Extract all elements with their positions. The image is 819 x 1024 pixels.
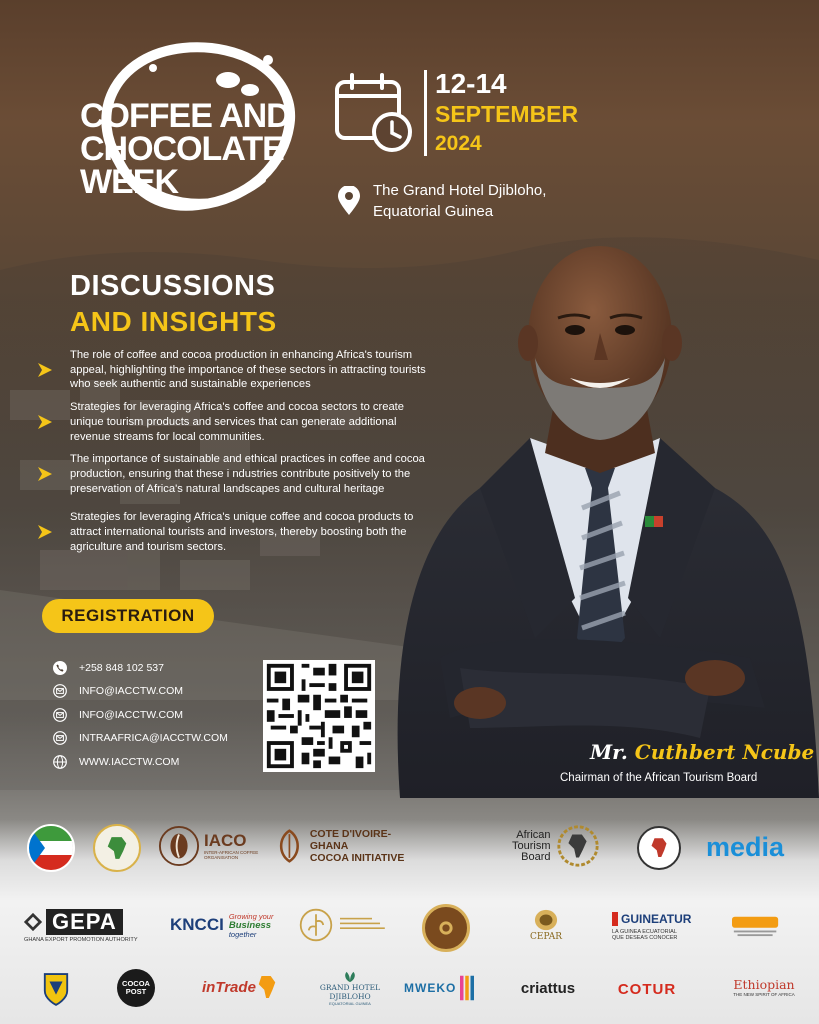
cocoa-post-logo bbox=[117, 969, 155, 1007]
ethiopian-coffee-tea-authority-logo bbox=[298, 904, 398, 946]
africa-map-icon bbox=[100, 831, 134, 865]
website-url: WWW.IACCTW.COM bbox=[79, 755, 180, 768]
logo-line-1: COFFEE AND bbox=[80, 97, 290, 135]
cepar-emblem-icon bbox=[532, 908, 560, 932]
agency-text-lines-icon bbox=[336, 913, 392, 937]
cotur-logo bbox=[612, 976, 682, 1002]
email-icon bbox=[53, 731, 67, 745]
guineatur-sub-2: QUE DESEAS CONOCER bbox=[612, 934, 678, 941]
speaker-prefix: Mr. bbox=[590, 740, 628, 764]
ghd-line-1: GRAND HOTEL bbox=[319, 982, 381, 992]
speaker-title: Chairman of the African Tourism Board bbox=[560, 772, 758, 784]
arrow-right-icon bbox=[36, 413, 54, 431]
criattus-logo bbox=[510, 974, 586, 1002]
iaco-title: IACO bbox=[204, 831, 247, 850]
event-date-range: 12-14 bbox=[435, 68, 507, 99]
email-address: INFO@IACCTW.COM bbox=[79, 708, 183, 721]
email-icon bbox=[53, 708, 67, 722]
grand-hotel-djibloho-logo bbox=[318, 964, 382, 1012]
email-address: INTRAAFRICA@IACCTW.COM bbox=[79, 732, 228, 745]
calendar-clock-icon bbox=[334, 72, 414, 154]
ghd-line-3: EQUATORIAL GUINEA bbox=[329, 1000, 371, 1006]
venue-line-2: Equatorial Guinea bbox=[373, 203, 494, 220]
contact-phone[interactable] bbox=[53, 656, 228, 680]
ethiopian-text: Ethiopian bbox=[733, 977, 795, 992]
equatorial-guinea-flag-logo bbox=[27, 824, 75, 872]
media-logo bbox=[700, 830, 790, 864]
coffee-bean-icon bbox=[158, 825, 200, 867]
registration-button[interactable]: REGISTRATION bbox=[42, 599, 214, 633]
intrade-text: inTrade bbox=[202, 978, 256, 996]
kncci-tag-2: Business bbox=[228, 919, 272, 931]
gepa-mark-icon bbox=[24, 913, 42, 931]
media-text: media bbox=[705, 831, 785, 862]
leaf-emblem-icon bbox=[341, 971, 359, 983]
logo-line-2: CHOCOLATE bbox=[80, 130, 284, 168]
investment-agency-logo bbox=[728, 912, 784, 938]
africa-map-icon bbox=[256, 974, 278, 1000]
speaker-name bbox=[590, 740, 814, 764]
cocoa-post-line-2: POST bbox=[125, 987, 147, 996]
section-heading-line-2: AND INSIGHTS bbox=[70, 306, 277, 337]
agency-wordmark-icon bbox=[729, 913, 783, 937]
bullet-text: The importance of sustainable and ethical practices in coffee and cocoa production, ensuring that these i ndustries contribute positively to the preservation of Africa's natural landscapes and cultural heritage bbox=[70, 453, 425, 495]
iaco-subtitle: INTER-AFRICAN COFFEE ORGANISATION bbox=[204, 850, 259, 860]
arrow-right-icon bbox=[36, 523, 54, 541]
location-pin-icon bbox=[336, 186, 362, 216]
globe-icon bbox=[53, 755, 67, 769]
atb-line-1: African bbox=[516, 828, 551, 841]
contact-list bbox=[53, 656, 228, 774]
cocoa-initiative-logo bbox=[275, 824, 425, 868]
ethiopian-airlines-logo bbox=[722, 964, 806, 1010]
event-venue bbox=[373, 180, 593, 222]
mweko-logo bbox=[404, 972, 482, 1004]
contact-website[interactable] bbox=[53, 750, 228, 774]
contact-email-3[interactable] bbox=[53, 727, 228, 751]
arrow-right-icon bbox=[36, 361, 54, 379]
bullet-text: The role of coffee and cocoa production in enhancing Africa's tourism appeal, highlighting the importance of these sectors in attracting tourists who seek authentic and sustainable experiences bbox=[70, 349, 426, 391]
seal-emblem-icon bbox=[435, 917, 457, 939]
ethiopian-subtitle: THE NEW SPIRIT OF AFRICA bbox=[733, 992, 795, 997]
email-icon bbox=[53, 684, 67, 698]
tourism-seal-logo bbox=[637, 826, 681, 870]
bullet-text: Strategies for leveraging Africa's unique coffee and cocoa products to attract international tourists and investors, thereby boosting both the agriculture and tourism sectors. bbox=[70, 511, 414, 553]
kncci-tag-3: together bbox=[228, 929, 257, 939]
phone-number: +258 848 102 537 bbox=[79, 661, 164, 674]
kncci-logo bbox=[170, 906, 280, 944]
phone-icon bbox=[53, 661, 67, 675]
gepa-title: GEPA bbox=[46, 909, 123, 935]
email-address: INFO@IACCTW.COM bbox=[79, 685, 183, 698]
africa-map-icon bbox=[644, 833, 674, 863]
atb-line-3: Board bbox=[521, 850, 551, 863]
cepar-text: CEPAR bbox=[530, 932, 562, 942]
guineatur-sub-1: LA GUINEA ECUATORIAL bbox=[612, 928, 677, 935]
mweko-stripes-icon bbox=[460, 975, 474, 1001]
bullet-text: Strategies for leveraging Africa's coffee and cocoa sectors to create unique tourism products and services that can generate additional revenue streams for local communities. bbox=[70, 401, 405, 443]
cocoa-pod-icon bbox=[275, 827, 304, 865]
cotur-text: COTUR bbox=[617, 980, 677, 998]
registration-qr-code[interactable] bbox=[263, 660, 375, 772]
afcfta-seal-logo bbox=[93, 824, 141, 872]
arrow-right-icon bbox=[36, 465, 54, 483]
flag-icon bbox=[29, 826, 73, 870]
venue-line-1: The Grand Hotel Djibloho, bbox=[373, 182, 547, 199]
date-divider bbox=[424, 70, 427, 156]
guineatur-title: GUINEATUR bbox=[612, 912, 691, 926]
gepa-subtitle: GHANA EXPORT PROMOTION AUTHORITY bbox=[24, 937, 138, 943]
cocoa-initiative-line-1: COTE D'IVOIRE-GHANA bbox=[309, 828, 392, 852]
atb-line-2: Tourism bbox=[512, 839, 551, 852]
cocoa-initiative-line-2: COCOA INITIATIVE bbox=[309, 852, 405, 864]
logo-line-3: WEEK bbox=[80, 163, 178, 201]
contact-email-2[interactable] bbox=[53, 703, 228, 727]
shield-icon bbox=[42, 970, 70, 1008]
speaker-photo bbox=[370, 238, 819, 798]
event-month: SEPTEMBER bbox=[435, 101, 579, 127]
chamber-seal-logo bbox=[422, 904, 470, 952]
african-tourism-board-logo bbox=[512, 822, 618, 870]
criattus-text: criattus bbox=[520, 979, 576, 997]
event-logo-text bbox=[80, 97, 310, 201]
section-heading-line-1: DISCUSSIONS bbox=[70, 270, 276, 302]
mweko-text: MWEKO bbox=[404, 981, 457, 995]
laurel-africa-icon bbox=[555, 823, 601, 869]
ghd-line-2: DJIBLOHO bbox=[329, 991, 371, 1001]
event-year: 2024 bbox=[435, 132, 482, 155]
coat-of-arms-logo bbox=[38, 966, 74, 1012]
cocoa-post-line-1: COCOA bbox=[122, 979, 150, 988]
speaker-full-name: Cuthbert Ncube bbox=[634, 740, 815, 764]
intrade-logo bbox=[202, 970, 280, 1004]
guineatur-logo bbox=[612, 906, 702, 946]
iaco-logo bbox=[158, 824, 264, 868]
contact-email-1[interactable] bbox=[53, 680, 228, 704]
cepar-logo bbox=[518, 902, 574, 948]
kncci-title: KNCCI bbox=[170, 915, 224, 934]
gepa-logo bbox=[24, 906, 148, 946]
coffee-plant-icon bbox=[298, 907, 334, 943]
kncci-tag-1: Growing your bbox=[228, 911, 274, 921]
